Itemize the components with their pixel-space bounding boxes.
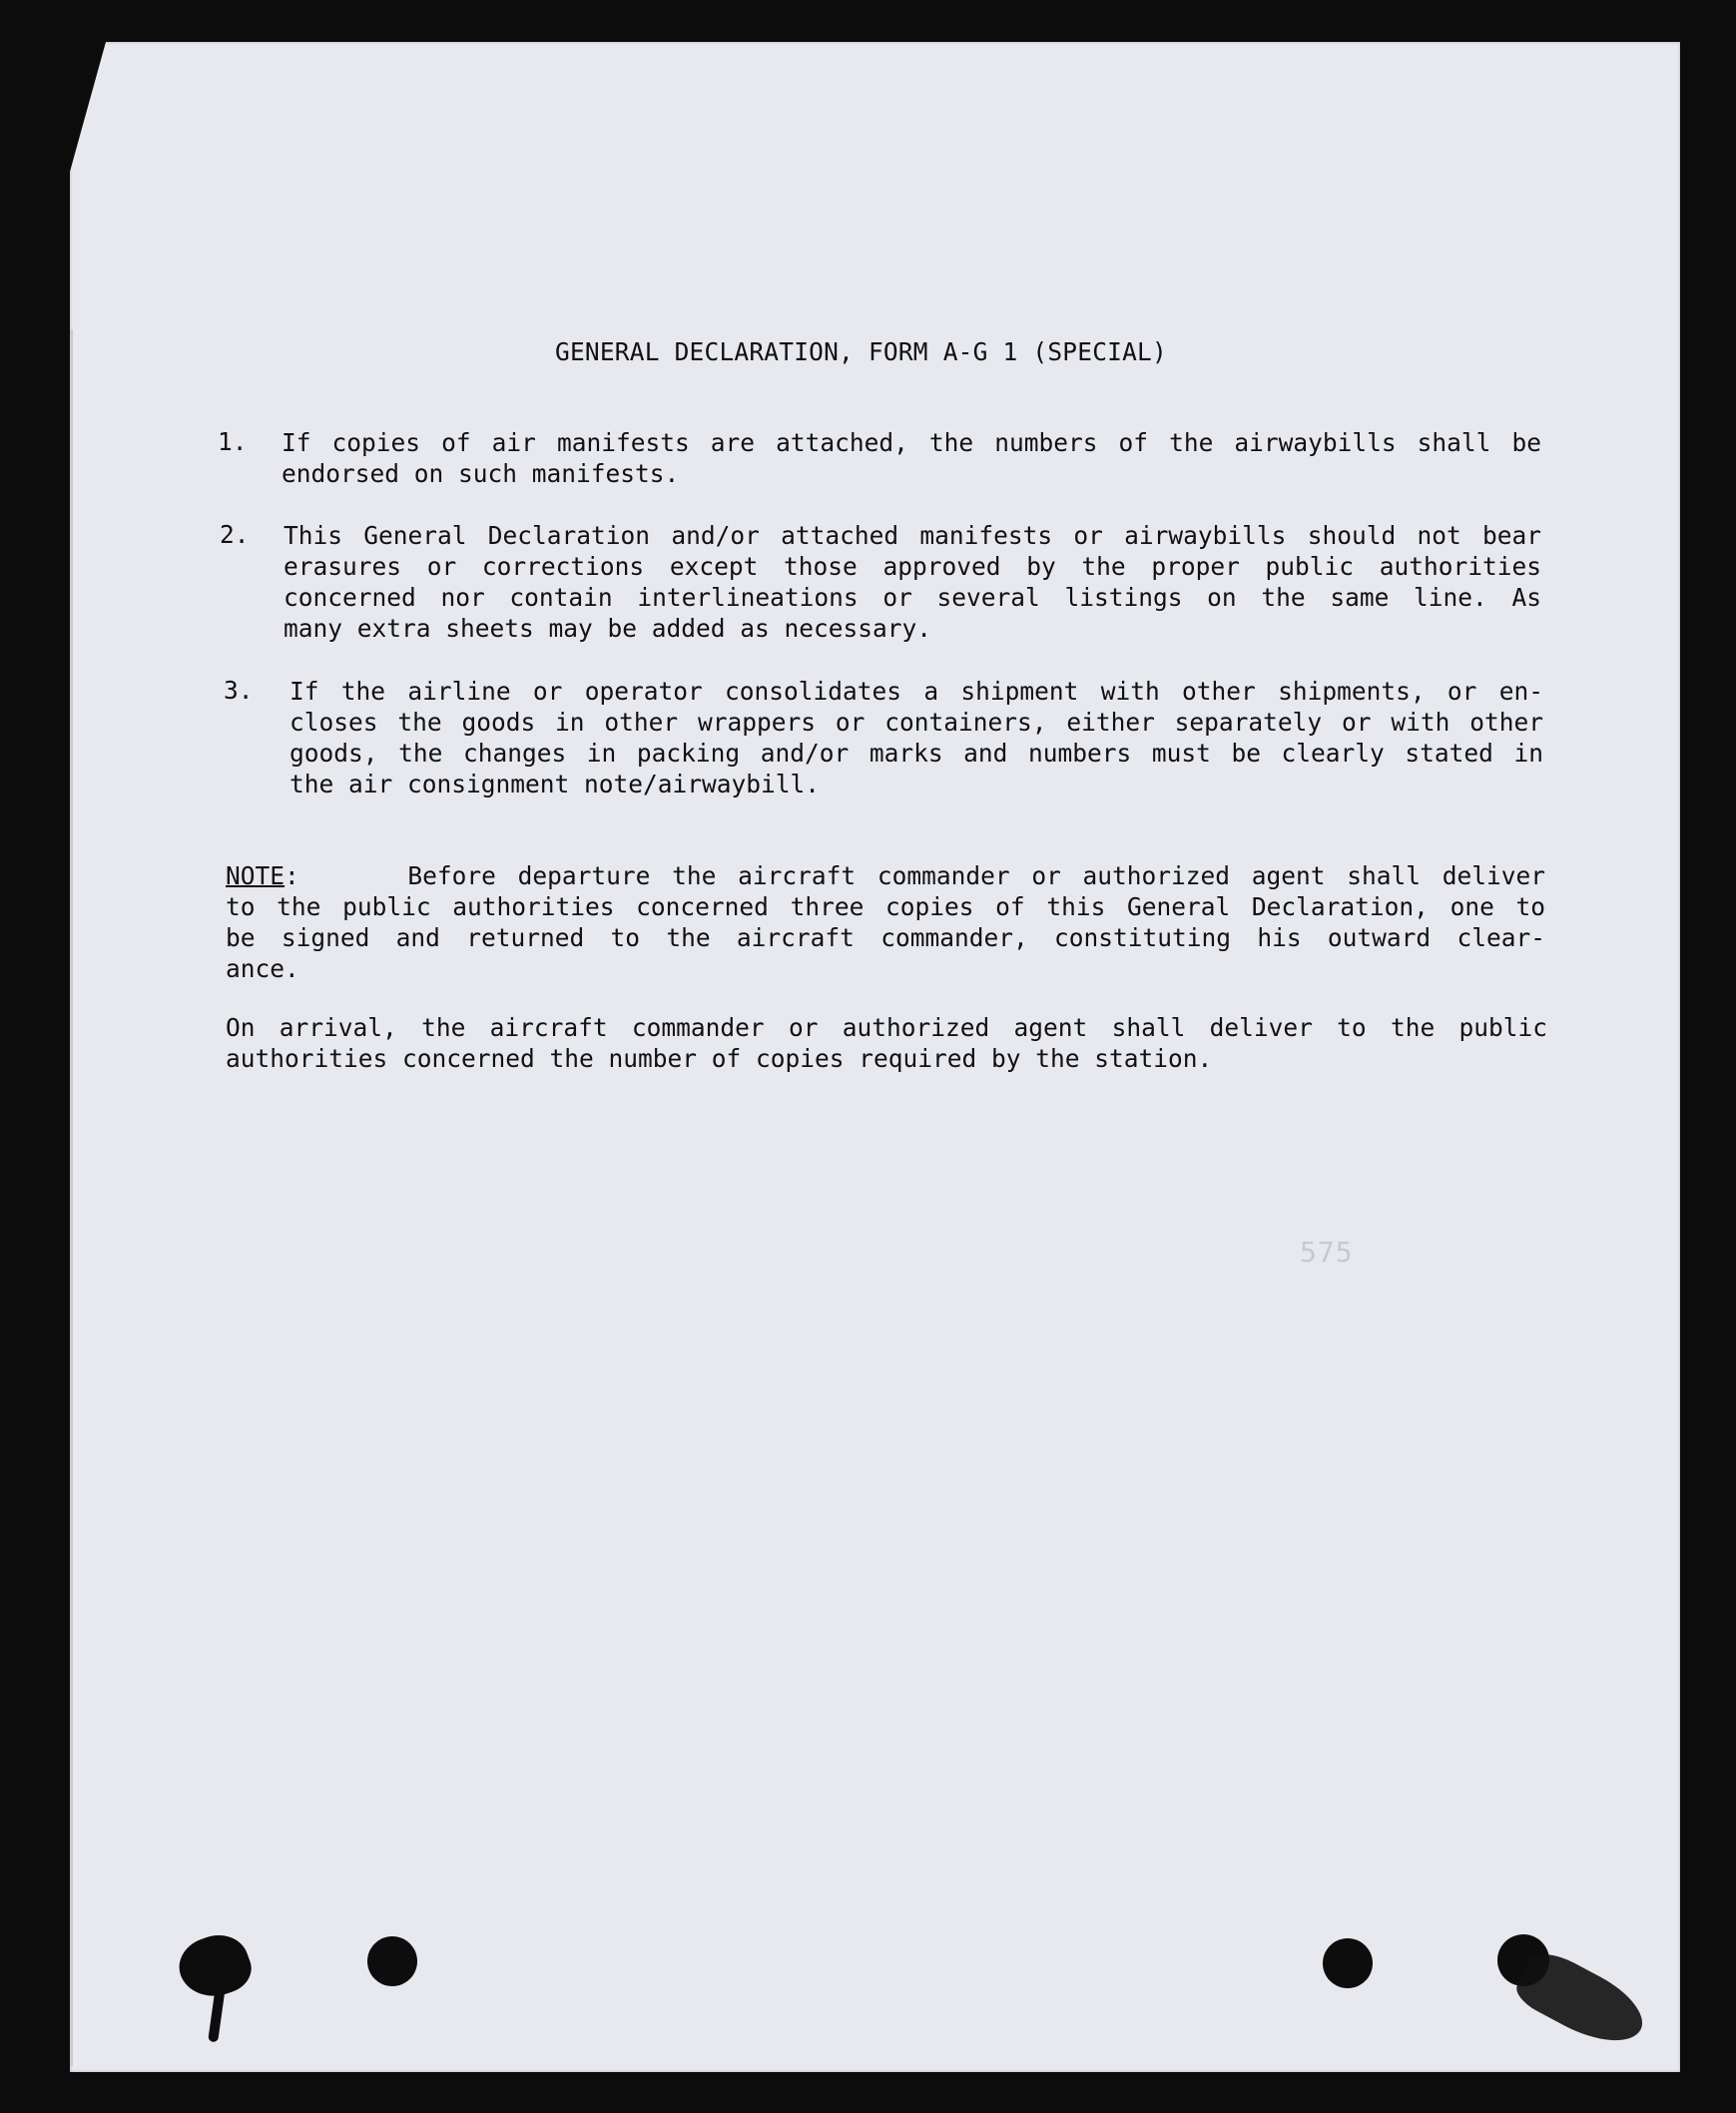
note-line-1-text: Before departure the aircraft commander or authorized agent shall deliver xyxy=(298,861,1545,890)
item-1-line-2: endorsed on such manifests. xyxy=(282,459,680,488)
item-2-text xyxy=(284,520,1541,644)
torn-corner xyxy=(70,42,106,172)
item-3-line-4: the air consignment note/airwaybill. xyxy=(289,770,821,798)
item-2-line-4: many extra sheets may be added as necessary. xyxy=(284,614,932,643)
note-label: NOTE xyxy=(226,861,286,890)
item-1-line-1: If copies of air manifests are attached, the numbers of the airwaybills shall be xyxy=(282,428,1541,457)
note-line-1 xyxy=(226,860,1545,891)
document-title: GENERAL DECLARATION, FORM A-G 1 (SPECIAL) xyxy=(555,337,1167,366)
arrival-line-2: authorities concerned the number of copies required by the station. xyxy=(226,1044,1213,1073)
note-paragraph xyxy=(226,860,1545,984)
item-number-1: 1. xyxy=(218,427,248,456)
punch-hole-right xyxy=(1323,1938,1373,1988)
item-3-text xyxy=(289,676,1543,799)
page-edge-shadow xyxy=(70,329,73,2066)
item-2-line-2: erasures or corrections except those approved by the proper public authorities xyxy=(284,552,1541,581)
note-line-2: to the public authorities concerned three copies of this General Declaration, one to xyxy=(226,892,1545,921)
item-3-line-1: If the airline or operator consolidates a shipment with other shipments, or en- xyxy=(289,677,1543,706)
punch-hole-left xyxy=(367,1936,417,1986)
arrival-paragraph xyxy=(226,1012,1547,1074)
item-2-line-3: concerned nor contain interlineations or several listings on the same line. As xyxy=(284,583,1541,612)
item-number-3: 3. xyxy=(224,676,254,705)
note-colon: : xyxy=(285,861,299,890)
arrival-line-1: On arrival, the aircraft commander or authorized agent shall deliver to the public xyxy=(226,1013,1547,1042)
note-line-3: be signed and returned to the aircraft commander, constituting his outward clear- xyxy=(226,923,1545,952)
item-3-line-2: closes the goods in other wrappers or containers, either separately or with other xyxy=(289,708,1543,737)
faded-page-stamp: 575 xyxy=(1300,1236,1354,1269)
item-3-line-3: goods, the changes in packing and/or marks and numbers must be clearly stated in xyxy=(289,739,1543,768)
item-2-line-1: This General Declaration and/or attached manifests or airwaybills should not bear xyxy=(284,521,1541,550)
note-line-4: ance. xyxy=(226,954,299,983)
item-number-2: 2. xyxy=(220,520,250,549)
item-1-text xyxy=(282,427,1541,489)
